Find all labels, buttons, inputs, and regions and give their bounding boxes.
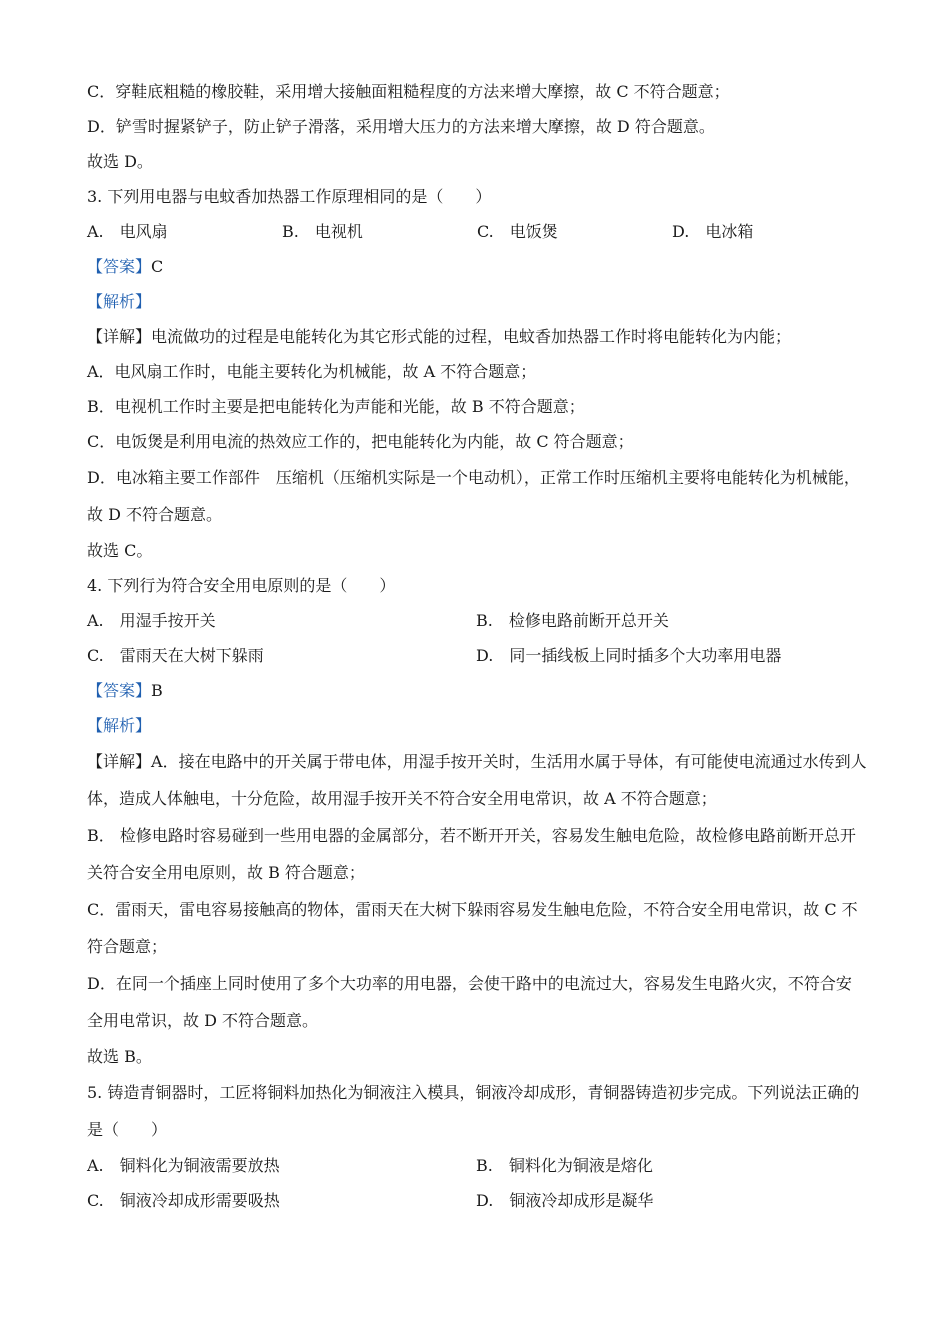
q4-stem: 4. 下列行为符合安全用电原则的是（ ）	[87, 576, 396, 595]
q4-explanation-c: C．雷雨天，雷电容易接触高的物体，雷雨天在大树下躲雨容易发生触电危险，不符合安全用电常识，故 C 不符合题意；	[87, 900, 858, 956]
q3-detail	[87, 319, 867, 354]
detail-tag: 【详解】	[87, 752, 152, 771]
q4-explanation-b: B． 检修电路时容易碰到一些用电器的金属部分，若不断开开关，容易发生触电危险，故检修电路前断开总开关符合安全用电原则，故 B 符合题意；	[87, 826, 856, 882]
q2-conclusion: 故选 D。	[87, 152, 153, 171]
q3-options	[87, 214, 867, 249]
q4-option-b: B. 检修电路前断开总开关	[476, 611, 669, 630]
q3-option-a: A. 电风扇	[87, 222, 168, 241]
q3-conclusion: 故选 C。	[87, 541, 153, 560]
q2-option-c-explanation: C．穿鞋底粗糙的橡胶鞋，采用增大接触面粗糙程度的方法来增大摩擦，故 C 不符合题意；	[87, 82, 730, 101]
q4-analysis	[87, 708, 867, 743]
q4-option-d: D. 同一插线板上同时插多个大功率用电器	[476, 646, 782, 665]
q3-detail-text: 电流做功的过程是电能转化为其它形式能的过程，电蚊香加热器工作时将电能转化为内能；	[151, 327, 792, 346]
q3-option-b: B. 电视机	[282, 222, 363, 241]
q4-options-row-1	[87, 603, 867, 638]
q3-answer	[87, 249, 867, 284]
q3-explanation-a: A．电风扇工作时，电能主要转化为机械能，故 A 不符合题意；	[87, 362, 537, 381]
q4-options-row-2	[87, 638, 867, 673]
q4-explanation-d: D．在同一个插座上同时使用了多个大功率的用电器，会使干路中的电流过大，容易发生电路火灾，不符合安全用电常识，故 D 不符合题意。	[87, 974, 852, 1030]
q3-explanation-d: D．电冰箱主要工作部件 压缩机（压缩机实际是一个电动机），正常工作时压缩机主要将电能转化为机械能，故 D 不符合题意。	[87, 468, 860, 524]
q3-explanation-c: C．电饭煲是利用电流的热效应工作的，把电能转化为内能，故 C 符合题意；	[87, 432, 634, 451]
q4-option-c: C. 雷雨天在大树下躲雨	[87, 646, 264, 665]
q4-answer	[87, 673, 867, 708]
document-page	[87, 74, 867, 1218]
q4-option-a: A. 用湿手按开关	[87, 611, 216, 630]
answer-tag: 【答案】	[87, 681, 152, 700]
q5-option-c: C. 铜液冷却成形需要吸热	[87, 1191, 280, 1210]
q3-option-c: C. 电饭煲	[477, 222, 558, 241]
q5-stem: 5. 铸造青铜器时，工匠将铜料加热化为铜液注入模具，铜液冷却成形，青铜器铸造初步完成。下列说法正确的是（ ）	[87, 1083, 860, 1139]
q5-options-row-2	[87, 1183, 867, 1218]
q4-answer-value: B	[151, 681, 163, 700]
q5-options-row-1	[87, 1148, 867, 1183]
q3-analysis	[87, 284, 867, 319]
analysis-tag: 【解析】	[87, 292, 152, 311]
analysis-tag: 【解析】	[87, 716, 152, 735]
q2-option-d-explanation: D．铲雪时握紧铲子，防止铲子滑落，采用增大压力的方法来增大摩擦，故 D 符合题意。	[87, 117, 715, 136]
q3-stem: 3. 下列用电器与电蚊香加热器工作原理相同的是（ ）	[87, 187, 492, 206]
q5-option-d: D. 铜液冷却成形是凝华	[476, 1191, 654, 1210]
q4-explanation-a	[87, 743, 867, 817]
q3-option-d: D. 电冰箱	[672, 222, 754, 241]
q3-answer-value: C	[151, 257, 164, 276]
detail-tag: 【详解】	[87, 327, 152, 346]
q5-option-a: A. 铜料化为铜液需要放热	[87, 1156, 280, 1175]
q4-conclusion: 故选 B。	[87, 1047, 152, 1066]
answer-tag: 【答案】	[87, 257, 152, 276]
q3-explanation-b: B．电视机工作时主要是把电能转化为声能和光能，故 B 不符合题意；	[87, 397, 585, 416]
q5-option-b: B. 铜料化为铜液是熔化	[476, 1156, 653, 1175]
q4-explanation-a-text: A．接在电路中的开关属于带电体，用湿手按开关时，生活用水属于导体，有可能使电流通过水传到人体，造成人体触电，十分危险，故用湿手按开关不符合安全用电常识，故 A 不符合题意；	[87, 752, 867, 808]
